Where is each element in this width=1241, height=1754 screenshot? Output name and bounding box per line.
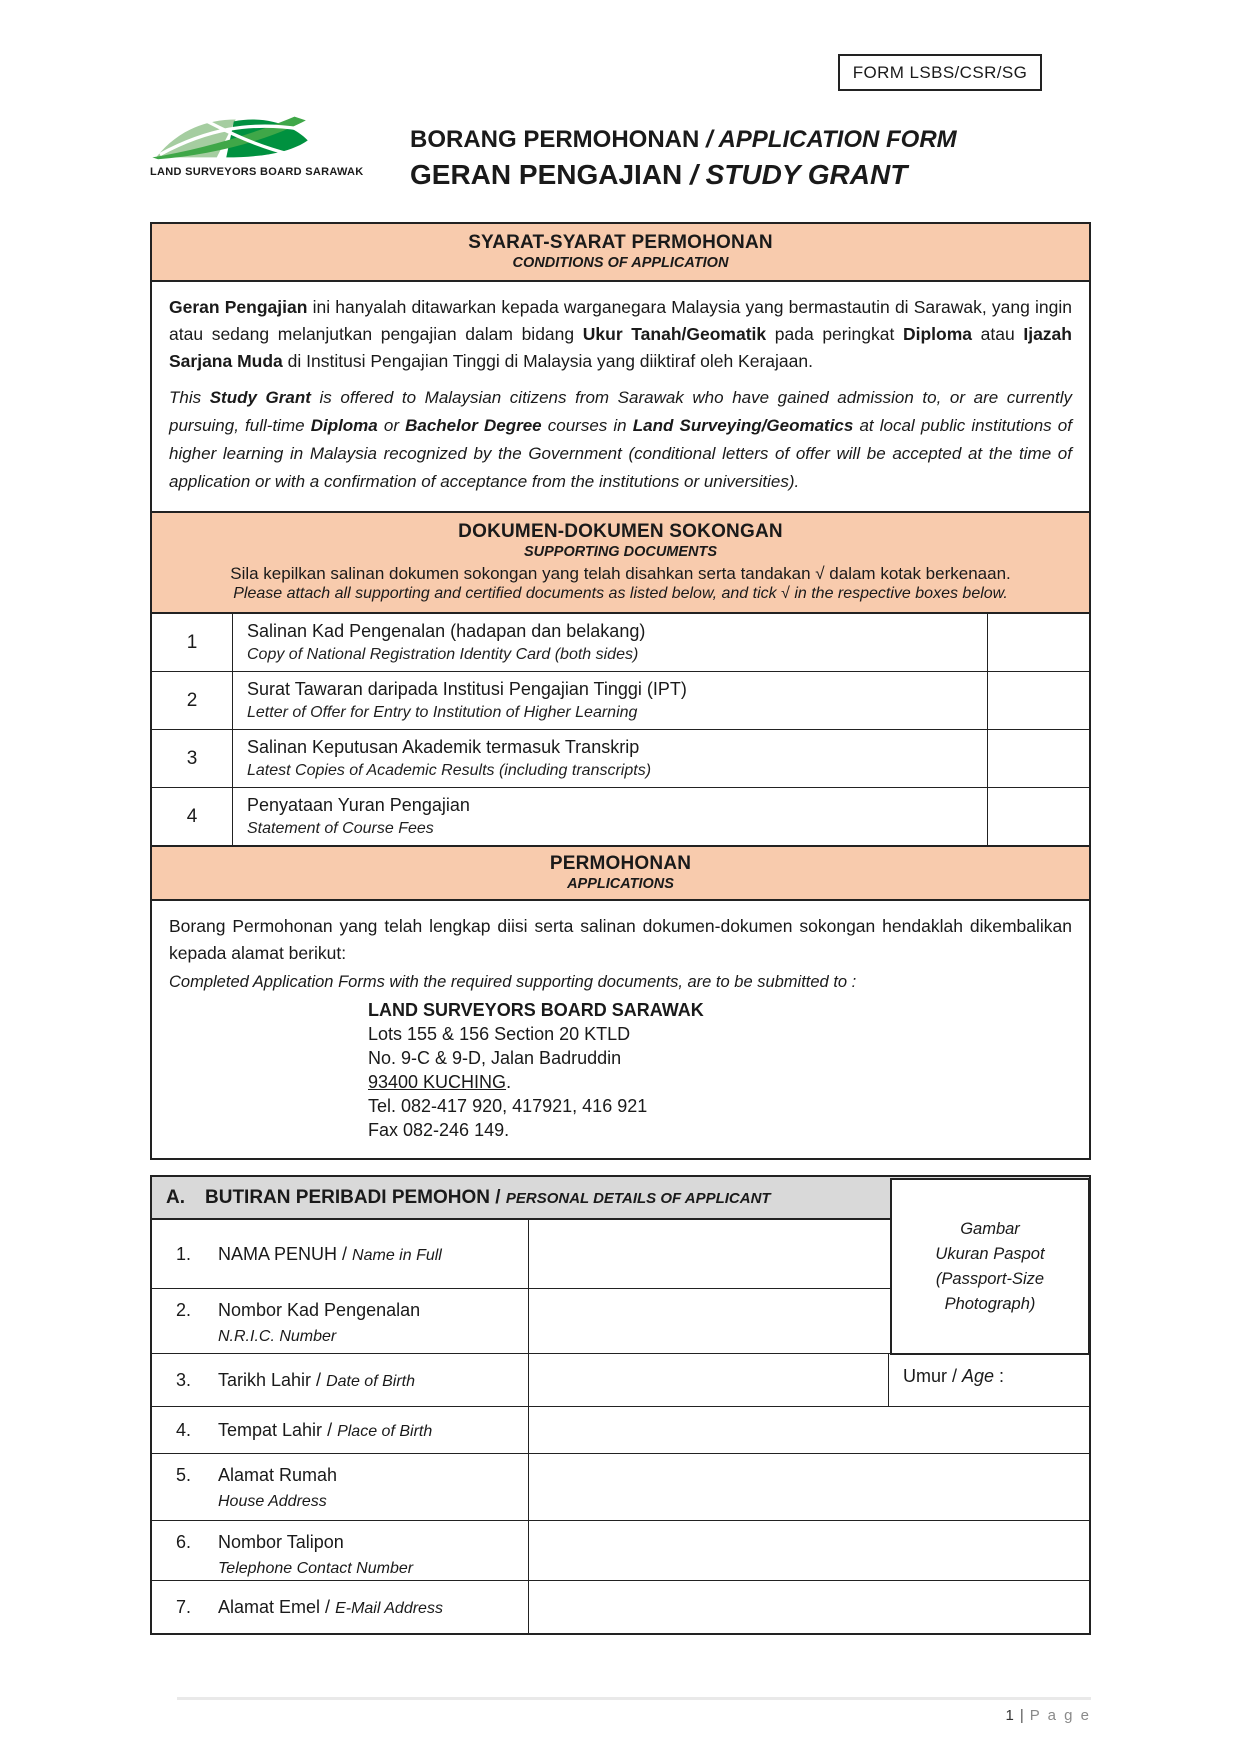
supporting-title-en: SUPPORTING DOCUMENTS <box>523 544 718 560</box>
tick-checkbox[interactable] <box>987 788 1089 845</box>
address-fax: Fax 082-246 149. <box>368 1120 510 1140</box>
title-line-1: BORANG PERMOHONAN / APPLICATION FORM <box>410 126 957 153</box>
conditions-body <box>152 280 1089 511</box>
document-title-block <box>410 126 957 191</box>
pob-input-cell[interactable] <box>529 1407 1089 1453</box>
applications-title-my: PERMOHONAN <box>549 853 692 874</box>
document-description: Salinan Kad Pengenalan (hadapan dan belakang) Copy of National Registration Identity Card (both sides) <box>247 621 646 663</box>
section-title-en: PERSONAL DETAILS OF APPLICANT <box>505 1190 771 1207</box>
document-row <box>152 729 1089 787</box>
supporting-note-en: Please attach all supporting and certified documents as listed below, and tick √ in the respective boxes below. <box>233 585 1008 602</box>
document-row <box>152 671 1089 729</box>
tick-checkbox[interactable] <box>987 672 1089 729</box>
field-row-dob <box>152 1353 1089 1406</box>
address-line-2: No. 9-C & 9-D, Jalan Badruddin <box>368 1048 622 1068</box>
address-name: LAND SURVEYORS BOARD SARAWAK <box>368 1000 704 1020</box>
document-number: 4 <box>152 788 233 845</box>
lsbs-logo-icon <box>150 110 328 164</box>
document-description: Salinan Keputusan Akademik termasuk Transkrip Latest Copies of Academic Results (including transcripts) <box>247 737 652 779</box>
address-city: 93400 KUCHING. <box>368 1072 512 1092</box>
field-row-pob <box>152 1406 1089 1453</box>
document-number: 1 <box>152 614 233 671</box>
applications-paragraph-en: Completed Application Forms with the required supporting documents, are to be submitted to : <box>169 973 857 991</box>
footer-divider <box>177 1697 1091 1700</box>
tick-checkbox[interactable] <box>987 614 1089 671</box>
email-input-cell[interactable] <box>529 1581 1089 1633</box>
board-address-block <box>368 998 1072 1142</box>
page-number: 1 | P a g e <box>1005 1707 1091 1724</box>
applications-title-en: APPLICATIONS <box>567 876 674 892</box>
conditions-title-my: SYARAT-SYARAT PERMOHONAN <box>468 232 773 253</box>
field-label: 5. Alamat Rumah House Address <box>152 1454 529 1520</box>
document-description: Penyataan Yuran Pengajian Statement of Course Fees <box>247 795 470 837</box>
document-number: 2 <box>152 672 233 729</box>
form-code-box <box>838 54 1042 91</box>
document-description: Surat Tawaran daripada Institusi Pengajian Tinggi (IPT) Letter of Offer for Entry to Institution of Higher Learning <box>247 679 687 721</box>
form-code-text: FORM LSBS/CSR/SG <box>852 62 1028 82</box>
field-label: 3. Tarikh Lahir / Date of Birth <box>152 1354 529 1406</box>
address-telephone: Tel. 082-417 920, 417921, 416 921 <box>368 1096 648 1116</box>
field-label: 1. NAMA PENUH / Name in Full <box>152 1220 529 1288</box>
dob-input-cell[interactable] <box>529 1354 888 1406</box>
applications-paragraph-my: Borang Permohonan yang telah lengkap diisi serta salinan dokumen-dokumen sokongan hendaklah dikembalikan kepada alamat berikut: <box>169 916 1072 963</box>
supporting-title-my: DOKUMEN-DOKUMEN SOKONGAN <box>458 521 783 542</box>
passport-photo-box[interactable]: Gambar Ukuran Paspot (Passport-Size Photograph) <box>890 1178 1090 1355</box>
supporting-documents-header <box>152 511 1089 614</box>
field-row-house-address <box>152 1453 1089 1520</box>
title-line-2: GERAN PENGAJIAN / STUDY GRANT <box>410 159 908 190</box>
section-a-header: A. BUTIRAN PERIBADI PEMOHON / PERSONAL DETAILS OF APPLICANT <box>152 1177 1089 1220</box>
field-label: 6. Nombor Talipon Telephone Contact Number <box>152 1521 529 1580</box>
applications-body <box>152 901 1089 1158</box>
field-row-email <box>152 1580 1089 1633</box>
conditions-header <box>152 224 1089 280</box>
section-title-my: BUTIRAN PERIBADI PEMOHON <box>205 1187 491 1208</box>
house-address-input-cell[interactable] <box>529 1454 1089 1520</box>
section-letter: A. <box>166 1187 185 1208</box>
document-number: 3 <box>152 730 233 787</box>
conditions-paragraph-my: Geran Pengajian ini hanyalah ditawarkan kepada warganegara Malaysia yang bermastautin di Sarawak, yang ingin atau sedang melanjutkan pengajian dalam bidang Ukur Tanah/Geomatik pada peringkat Diploma atau Ijazah Sarjana Muda di Institusi Pengajian Tinggi di Malaysia yang diiktiraf oleh Kerajaan. <box>169 297 1072 371</box>
main-form-table <box>150 222 1091 1160</box>
supporting-note-my: Sila kepilkan salinan dokumen sokongan yang telah disahkan serta tandakan √ dalam kotak berkenaan. <box>230 564 1011 583</box>
document-row <box>152 787 1089 845</box>
field-label: 2. Nombor Kad Pengenalan N.R.I.C. Number <box>152 1289 529 1353</box>
field-label: 4. Tempat Lahir / Place of Birth <box>152 1407 529 1453</box>
conditions-paragraph-en: This Study Grant is offered to Malaysian citizens from Sarawak who have gained admission to, or are currently pursuing, full-time Diploma or Bachelor Degree courses in Land Surveying/Geomatics at local public institutions of higher learning in Malaysia recognized by the Government (conditional letters of offer will be accepted at the time of application or with a confirmation of acceptance from the institutions or universities). <box>169 388 1072 491</box>
tick-checkbox[interactable] <box>987 730 1089 787</box>
brand-block <box>150 110 364 178</box>
address-line-1: Lots 155 & 156 Section 20 KTLD <box>368 1024 631 1044</box>
age-cell[interactable]: Umur / Age : <box>888 1354 1089 1406</box>
field-row-telephone <box>152 1520 1089 1580</box>
conditions-title-en: CONDITIONS OF APPLICATION <box>512 255 729 271</box>
logo-caption: LAND SURVEYORS BOARD SARAWAK <box>150 166 364 178</box>
field-label: 7. Alamat Emel / E-Mail Address <box>152 1581 529 1633</box>
applications-header <box>152 845 1089 901</box>
document-row <box>152 614 1089 671</box>
telephone-input-cell[interactable] <box>529 1521 1089 1580</box>
